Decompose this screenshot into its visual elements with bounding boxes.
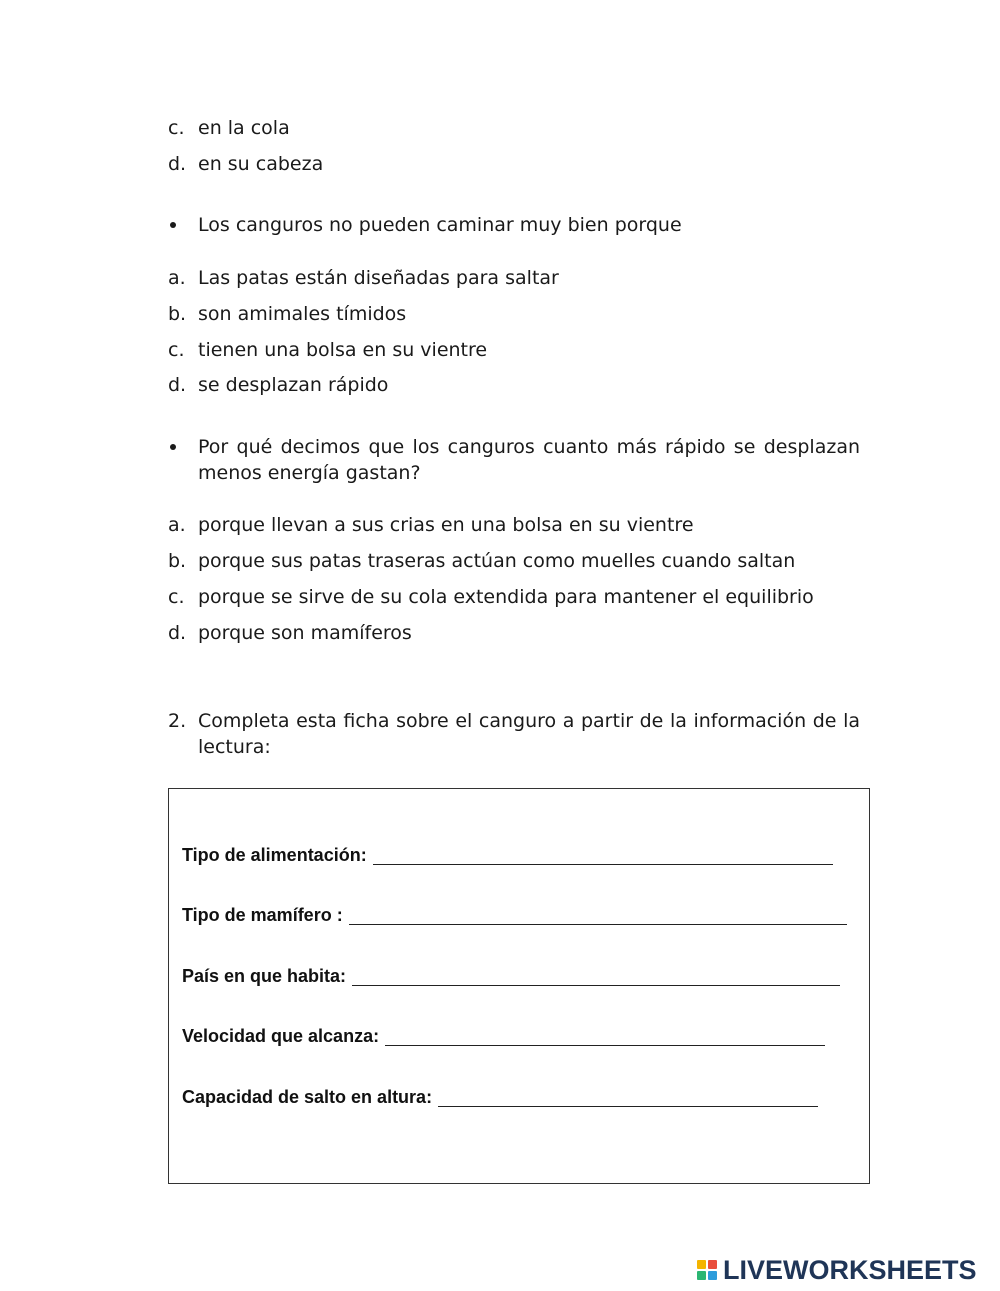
option-text: porque se sirve de su cola extendida para mantener el equilibrio bbox=[198, 586, 814, 608]
field-salto bbox=[182, 1083, 818, 1109]
fact-sheet-box bbox=[168, 788, 870, 1184]
field-alimentacion bbox=[182, 841, 833, 867]
option-text: son amimales tímidos bbox=[198, 303, 407, 325]
option-marker: c. bbox=[168, 586, 185, 608]
liveworksheets-logo bbox=[697, 1256, 977, 1284]
option-text: se desplazan rápido bbox=[198, 374, 389, 396]
option-text: porque son mamíferos bbox=[198, 622, 412, 644]
field-velocidad bbox=[182, 1022, 825, 1048]
field-label: Capacidad de salto en altura: bbox=[182, 1087, 433, 1107]
option-marker: b. bbox=[168, 550, 187, 572]
bullet-icon bbox=[170, 222, 176, 228]
option-marker: d. bbox=[168, 153, 187, 175]
brand-name: LIVEWORKSHEETS bbox=[723, 1254, 977, 1285]
option-marker: a. bbox=[168, 514, 186, 536]
option-text: porque sus patas traseras actúan como muelles cuando saltan bbox=[198, 550, 796, 572]
field-label: Tipo de alimentación: bbox=[182, 845, 367, 865]
answer-blank[interactable] bbox=[352, 985, 840, 986]
option-text: en su cabeza bbox=[198, 153, 324, 175]
field-mamifero bbox=[182, 901, 847, 927]
option-marker: c. bbox=[168, 339, 185, 361]
exercise-number: 2. bbox=[168, 710, 187, 732]
option-marker: b. bbox=[168, 303, 187, 325]
bullet-icon bbox=[170, 444, 176, 450]
option-marker: d. bbox=[168, 374, 187, 396]
field-label: País en que habita: bbox=[182, 966, 347, 986]
option-text: en la cola bbox=[198, 117, 290, 139]
option-text: Las patas están diseñadas para saltar bbox=[198, 267, 559, 289]
field-pais bbox=[182, 962, 840, 988]
liveworksheets-logo-icon bbox=[697, 1260, 717, 1280]
answer-blank[interactable] bbox=[438, 1106, 818, 1107]
field-label: Tipo de mamífero : bbox=[182, 905, 343, 925]
option-marker: a. bbox=[168, 267, 186, 289]
instruction-text: Completa esta ficha sobre el canguro a partir de la información de la lectura: bbox=[198, 710, 860, 758]
answer-blank[interactable] bbox=[373, 864, 833, 865]
field-label: Velocidad que alcanza: bbox=[182, 1026, 380, 1046]
question-text: Por qué decimos que los canguros cuanto más rápido se desplazan menos energía gastan? bbox=[198, 436, 860, 484]
option-marker: c. bbox=[168, 117, 185, 139]
answer-blank[interactable] bbox=[385, 1045, 825, 1046]
question-text: Los canguros no pueden caminar muy bien porque bbox=[198, 214, 682, 236]
answer-blank[interactable] bbox=[349, 924, 847, 925]
option-marker: d. bbox=[168, 622, 187, 644]
option-text: porque llevan a sus crias en una bolsa en su vientre bbox=[198, 514, 694, 536]
option-text: tienen una bolsa en su vientre bbox=[198, 339, 488, 361]
